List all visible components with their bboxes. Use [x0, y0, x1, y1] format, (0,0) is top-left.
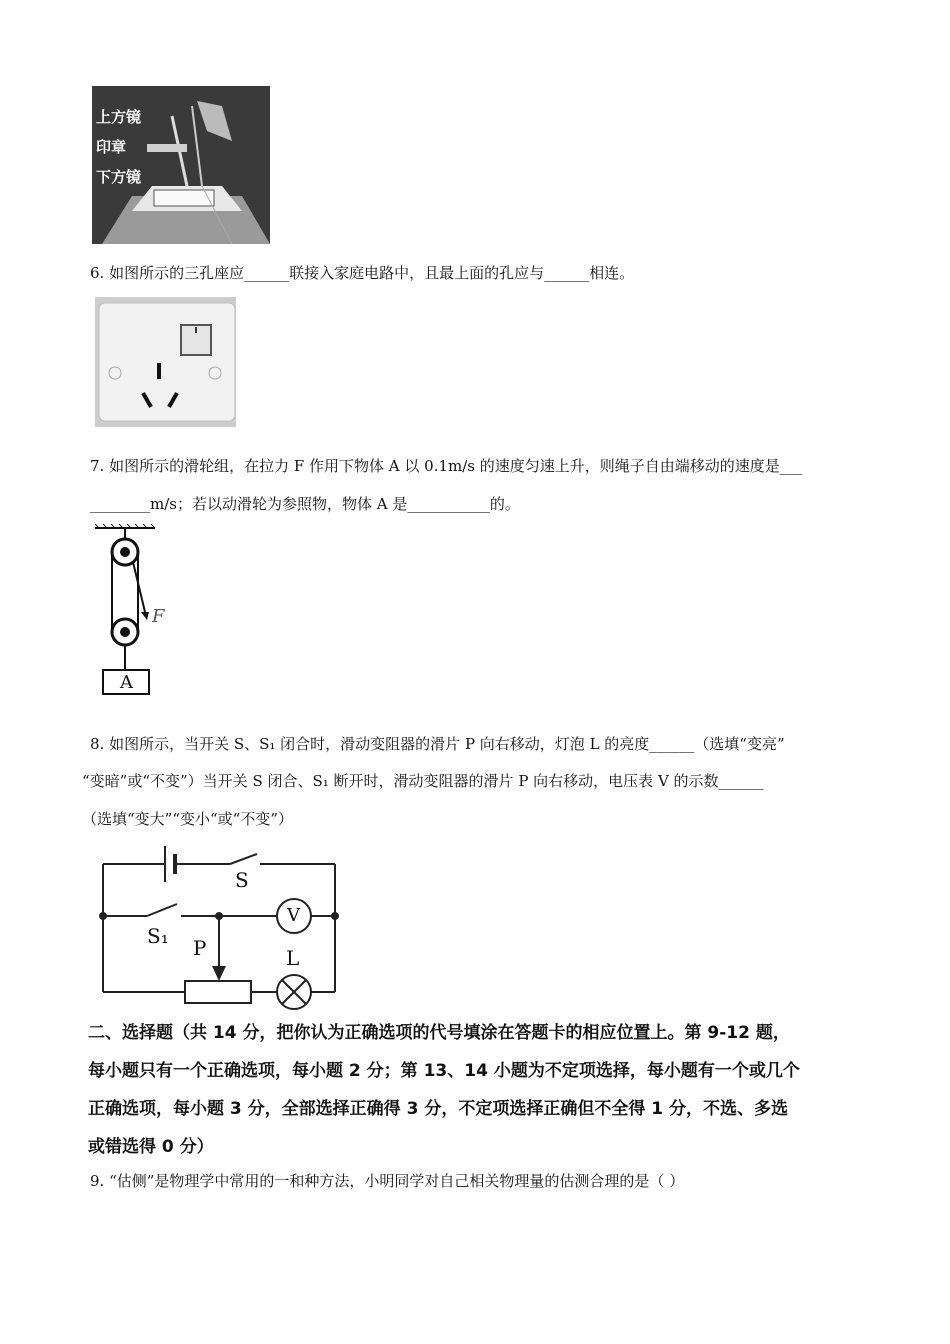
question-7-line1: 7. 如图所示的滑轮组，在拉力 F 作用下物体 A 以 0.1m/s 的速度匀速上升，则绳子自由端移动的速度是___ — [90, 457, 803, 475]
force-label: F — [152, 606, 165, 627]
label-upper-mirror: 上方镜 — [96, 108, 142, 126]
pulley-drawing — [95, 522, 185, 707]
socket-illustration — [95, 297, 236, 427]
label-lower-mirror: 下方镜 — [96, 168, 142, 186]
switch-s-label: S — [235, 868, 249, 892]
lamp-l-label: L — [286, 946, 300, 970]
circuit-drawing — [95, 838, 350, 1010]
mirror-stamp-photo — [92, 86, 270, 244]
section-2-heading-line3: 正确选项，每小题 3 分，全部选择正确得 3 分，不定项选择正确但不全得 1 分，不选、多选 — [88, 1099, 788, 1119]
block-label: A — [120, 672, 133, 693]
pulley-diagram — [95, 522, 185, 707]
section-2-heading-line1: 二、选择题（共 14 分，把你认为正确选项的代号填涂在答题卡的相应位置上。第 9-12 题， — [88, 1023, 790, 1043]
slider-p-label: P — [193, 936, 207, 960]
question-9: 9. “估侧”是物理学中常用的一和种方法，小明同学对自己相关物理量的估测合理的是（ ） — [90, 1172, 685, 1190]
voltmeter-label: V — [287, 905, 300, 926]
circuit-diagram — [95, 838, 350, 1010]
switch-s1-label: S₁ — [147, 924, 169, 948]
question-6: 6. 如图所示的三孔座应______联接入家庭电路中，且最上面的孔应与______相连。 — [90, 264, 635, 282]
question-8-line2: “变暗”或“不变”）当开关 S 闭合、S₁ 断开时，滑动变阻器的滑片 P 向右移动，电压表 V 的示数______ — [82, 772, 764, 790]
section-2-heading-line4: 或错选得 0 分） — [88, 1137, 214, 1157]
label-stamp: 印章 — [96, 138, 127, 156]
three-hole-socket-photo — [95, 297, 236, 427]
question-8-line1: 8. 如图所示，当开关 S、S₁ 闭合时，滑动变阻器的滑片 P 向右移动，灯泡 L 的亮度______（选填“变亮” — [90, 735, 785, 753]
question-7-line2: ________m/s；若以动滑轮为参照物，物体 A 是___________的。 — [90, 495, 520, 513]
question-8-line3: （选填“变大”“变小“或“不变”） — [82, 810, 294, 828]
section-2-heading-line2: 每小题只有一个正确选项，每小题 2 分；第 13、14 小题为不定项选择，每小题有一个或几个 — [88, 1061, 800, 1081]
